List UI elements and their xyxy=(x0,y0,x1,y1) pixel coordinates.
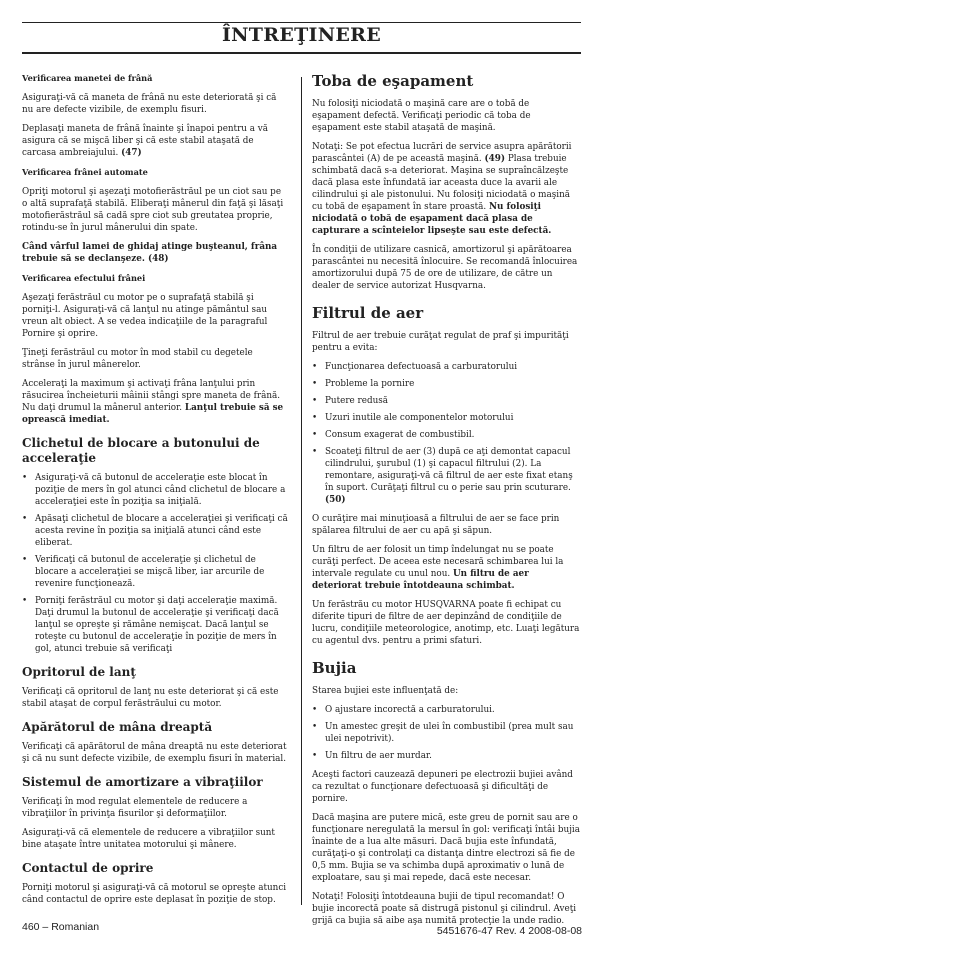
list-item: • Scoateţi filtrul de aer (3) după ce aţi demontat capacul cilindrului, şurubul (1) şi capacul filtrului (2). La remontare, asiguraţi-vă că filtrul de aer este fixat etanş în suport. Curăţaţi filtrul cu o perie sau prin scuturare. (50) xyxy=(312,446,580,506)
paragraph: Verificaţi că opritorul de lanţ nu este deteriorat şi că este stabil ataşat de corpul ferăstrăului cu motor. xyxy=(22,687,279,709)
list-item: • Putere redusă xyxy=(312,395,580,407)
list-item: • Consum exagerat de combustibil. xyxy=(312,429,580,441)
throttle-list xyxy=(22,472,288,655)
column-divider xyxy=(301,77,302,905)
paragraph: Aşezaţi ferăstrăul cu motor pe o suprafaţă stabilă şi porniţi-l. Asiguraţi-vă că lanţul nu atinge pământul sau vreun alt obiect. A se vedea indicaţiile de la paragraful Pornire şi oprire. xyxy=(22,293,268,339)
paragraph: Opriţi motorul şi aşezaţi motofierăstrăul pe un ciot sau pe o altă suprafaţă stabilă. Eliberaţi mânerul din faţă şi lăsaţi motofierăstrăul să cadă spre ciot sub greutatea proprie, rotindu-se în jurul mânerului din spate. xyxy=(22,187,284,233)
heading-muffler: Toba de eşapament xyxy=(312,72,474,90)
heading-vibration-damping: Sistemul de amortizare a vibraţiilor xyxy=(22,775,263,789)
list-item: • Asiguraţi-vă că butonul de acceleraţie este blocat în poziţie de mers în gol atunci când clichetul de blocare a acceleraţiei este în poziţia sa iniţială. xyxy=(22,472,288,508)
spark-plug-list xyxy=(312,704,580,762)
list-item: • Apăsaţi clichetul de blocare a acceleraţiei şi verificaţi că acesta revine în poziţia sa iniţială atunci când este eliberat. xyxy=(22,513,288,549)
paragraph: Un ferăstrău cu motor HUSQVARNA poate fi echipat cu diferite tipuri de filtre de aer depinzând de condiţiile de lucru, condiţiile meteorologice, anotimp, etc. Luaţi legătura cu agentul dvs. pentru a primi sfaturi. xyxy=(312,600,580,646)
list-item: • Uzuri inutile ale componentelor motorului xyxy=(312,412,580,424)
paragraph: Filtrul de aer trebuie curăţat regulat de praf şi impurităţi pentru a evita: xyxy=(312,331,569,353)
paragraph: Asiguraţi-vă că maneta de frână nu este deteriorată şi că nu are defecte vizibile, de exemplu fisuri. xyxy=(22,93,277,115)
figure-ref: (47) xyxy=(121,148,142,158)
paragraph: Un filtru de aer folosit un timp îndelungat nu se poate curăţi perfect. De aceea este necesară schimbarea lui la intervale regulate cu unul nou. Un filtru de aer deteriorat trebuie întotdeauna schimbat. xyxy=(312,545,564,591)
list-item: • Un amestec greşit de ulei în combustibil (prea mult sau ulei nepotrivit). xyxy=(312,721,580,745)
heading-hand-guard: Apărătorul de mâna dreaptă xyxy=(22,720,213,734)
list-item: • Funcţionarea defectuoasă a carburatorului xyxy=(312,361,580,373)
header-rule-top xyxy=(22,22,581,23)
paragraph: Acceleraţi la maximum şi activaţi frâna lanţului prin răsucirea încheieturii mâinii stângi spre maneta de frână. Nu daţi drumul la mânerul anterior. Lanţul trebuie să se oprească imediat. xyxy=(22,379,284,425)
paragraph: Verificaţi că apărătorul de mâna dreaptă nu este deteriorat şi că nu sunt defecte vizibile, de exemplu fisuri în material. xyxy=(22,742,287,764)
paragraph: Aceşti factori cauzează depuneri pe electrozii bujiei având ca rezultat o funcţionare defectuoasă şi dificultăţi de pornire. xyxy=(312,770,573,804)
section-title-brake-lever: Verificarea manetei de frână xyxy=(22,73,153,83)
paragraph: Deplasaţi maneta de frână înainte şi înapoi pentru a vă asigura că se mişcă liber şi că este stabil ataşată de carcasa ambreiajului. (47) xyxy=(22,124,269,158)
heading-spark-plug: Bujia xyxy=(312,659,357,677)
heading-air-filter: Filtrul de aer xyxy=(312,304,424,322)
section-title-auto-brake: Verificarea frânei automate xyxy=(22,167,148,177)
paragraph: Ţineţi ferăstrăul cu motor în mod stabil cu degetele strânse în jurul mânerelor. xyxy=(22,348,253,370)
paragraph: Asiguraţi-vă că elementele de reducere a vibraţiilor sunt bine ataşate între unitatea motorului şi mânere. xyxy=(22,828,275,850)
paragraph: Verificaţi în mod regulat elementele de reducere a vibraţiilor în privinţa fisurilor şi deformaţiilor. xyxy=(22,797,248,819)
page-number: 460 – Romanian xyxy=(22,921,100,933)
list-item: • Probleme la pornire xyxy=(312,378,580,390)
heading-stop-switch: Contactul de oprire xyxy=(22,861,154,875)
page-title: ÎNTREŢINERE xyxy=(221,24,382,46)
figure-ref: (50) xyxy=(325,495,346,505)
paragraph: Nu folosiţi niciodată o maşină care are o tobă de eşapament defectă. Verificaţi periodic că toba de eşapament este stabil ataşată de maşină. xyxy=(312,99,531,133)
list-item: • O ajustare incorectă a carburatorului. xyxy=(312,704,580,716)
paragraph-bold: Când vârful lamei de ghidaj atinge buşteanul, frâna trebuie să se declanşeze. (48) xyxy=(22,242,278,264)
header-rule-bottom xyxy=(22,52,581,54)
paragraph: Porniţi motorul şi asiguraţi-vă că motorul se opreşte atunci când contactul de oprire este deplasat în poziţie de stop. xyxy=(22,883,287,905)
section-title-brake-effect: Verificarea efectului frânei xyxy=(22,273,146,283)
right-column xyxy=(312,72,580,934)
paragraph: Notaţi: Se pot efectua lucrări de service asupra apărătorii parascântei (A) de pe această maşină. (49) Plasa trebuie schimbată dacă s-a deteriorat. Maşina se supraîncălzeşte dacă plasa este înfundată iar aceasta duce la avarii ale cilindrului şi ale pistonului. Nu folosiţi niciodată o maşină cu tobă de eşapament în stare proastă. Nu folosiţi niciodată o tobă de eşapament dacă plasa de capturare a scînteielor lipseşte sau este defectă. xyxy=(312,142,572,236)
list-item: • Un filtru de aer murdar. xyxy=(312,750,580,762)
paragraph: În condiţii de utilizare casnică, amortizorul şi apărătoarea parascântei nu necesită înlocuire. Se recomandă înlocuirea amortizorului după 75 de ore de utilizare, de către un dealer de service autorizat Husqvarna. xyxy=(312,245,578,291)
list-item: • Porniţi ferăstrăul cu motor şi daţi acceleraţie maximă. Daţi drumul la butonul de acceleraţie şi verificaţi dacă lanţul se opreşte şi rămâne nemişcat. Dacă lanţul se roteşte cu butonul de acceleraţie în poziţie de mers în gol, atunci trebuie să verificaţi xyxy=(22,595,288,655)
heading-throttle-lockout: Clichetul de blocare a butonului de acceleraţie xyxy=(22,436,260,465)
paragraph: Dacă maşina are putere mică, este greu de pornit sau are o funcţionare neregulată la mersul în gol: verificaţi întâi bujia înainte de a lua alte măsuri. Dacă bujia este înfundată, curăţaţi-o şi controlaţi ca distanţa dintre electrozi să fie de 0,5 mm. Bujia se va schimba după aproximativ o lună de exploatare, sau şi mai repede, dacă este necesar. xyxy=(312,813,580,883)
paragraph: Starea bujiei este influenţată de: xyxy=(312,686,459,696)
left-column xyxy=(22,72,288,913)
paragraph: O curăţire mai minuţioasă a filtrului de aer se face prin spălarea filtrului de aer cu apă şi săpun. xyxy=(312,514,560,536)
figure-ref: (49) xyxy=(484,154,506,164)
list-item: • Verificaţi că butonul de acceleraţie şi clichetul de blocare a acceleraţiei se mişcă liber, iar arcurile de revenire funcţionează. xyxy=(22,554,288,590)
document-number: 5451676-47 Rev. 4 2008-08-08 xyxy=(436,925,582,937)
heading-chain-catcher: Opritorul de lanţ xyxy=(22,665,136,679)
air-filter-list xyxy=(312,361,580,506)
paragraph: Notaţi! Folosiţi întotdeauna bujii de tipul recomandat! O bujie incorectă poate să distrugă pistonul şi cilindrul. Aveţi grijă ca bujia să aibe aşa numită protecţie la unde radio. xyxy=(312,892,577,926)
